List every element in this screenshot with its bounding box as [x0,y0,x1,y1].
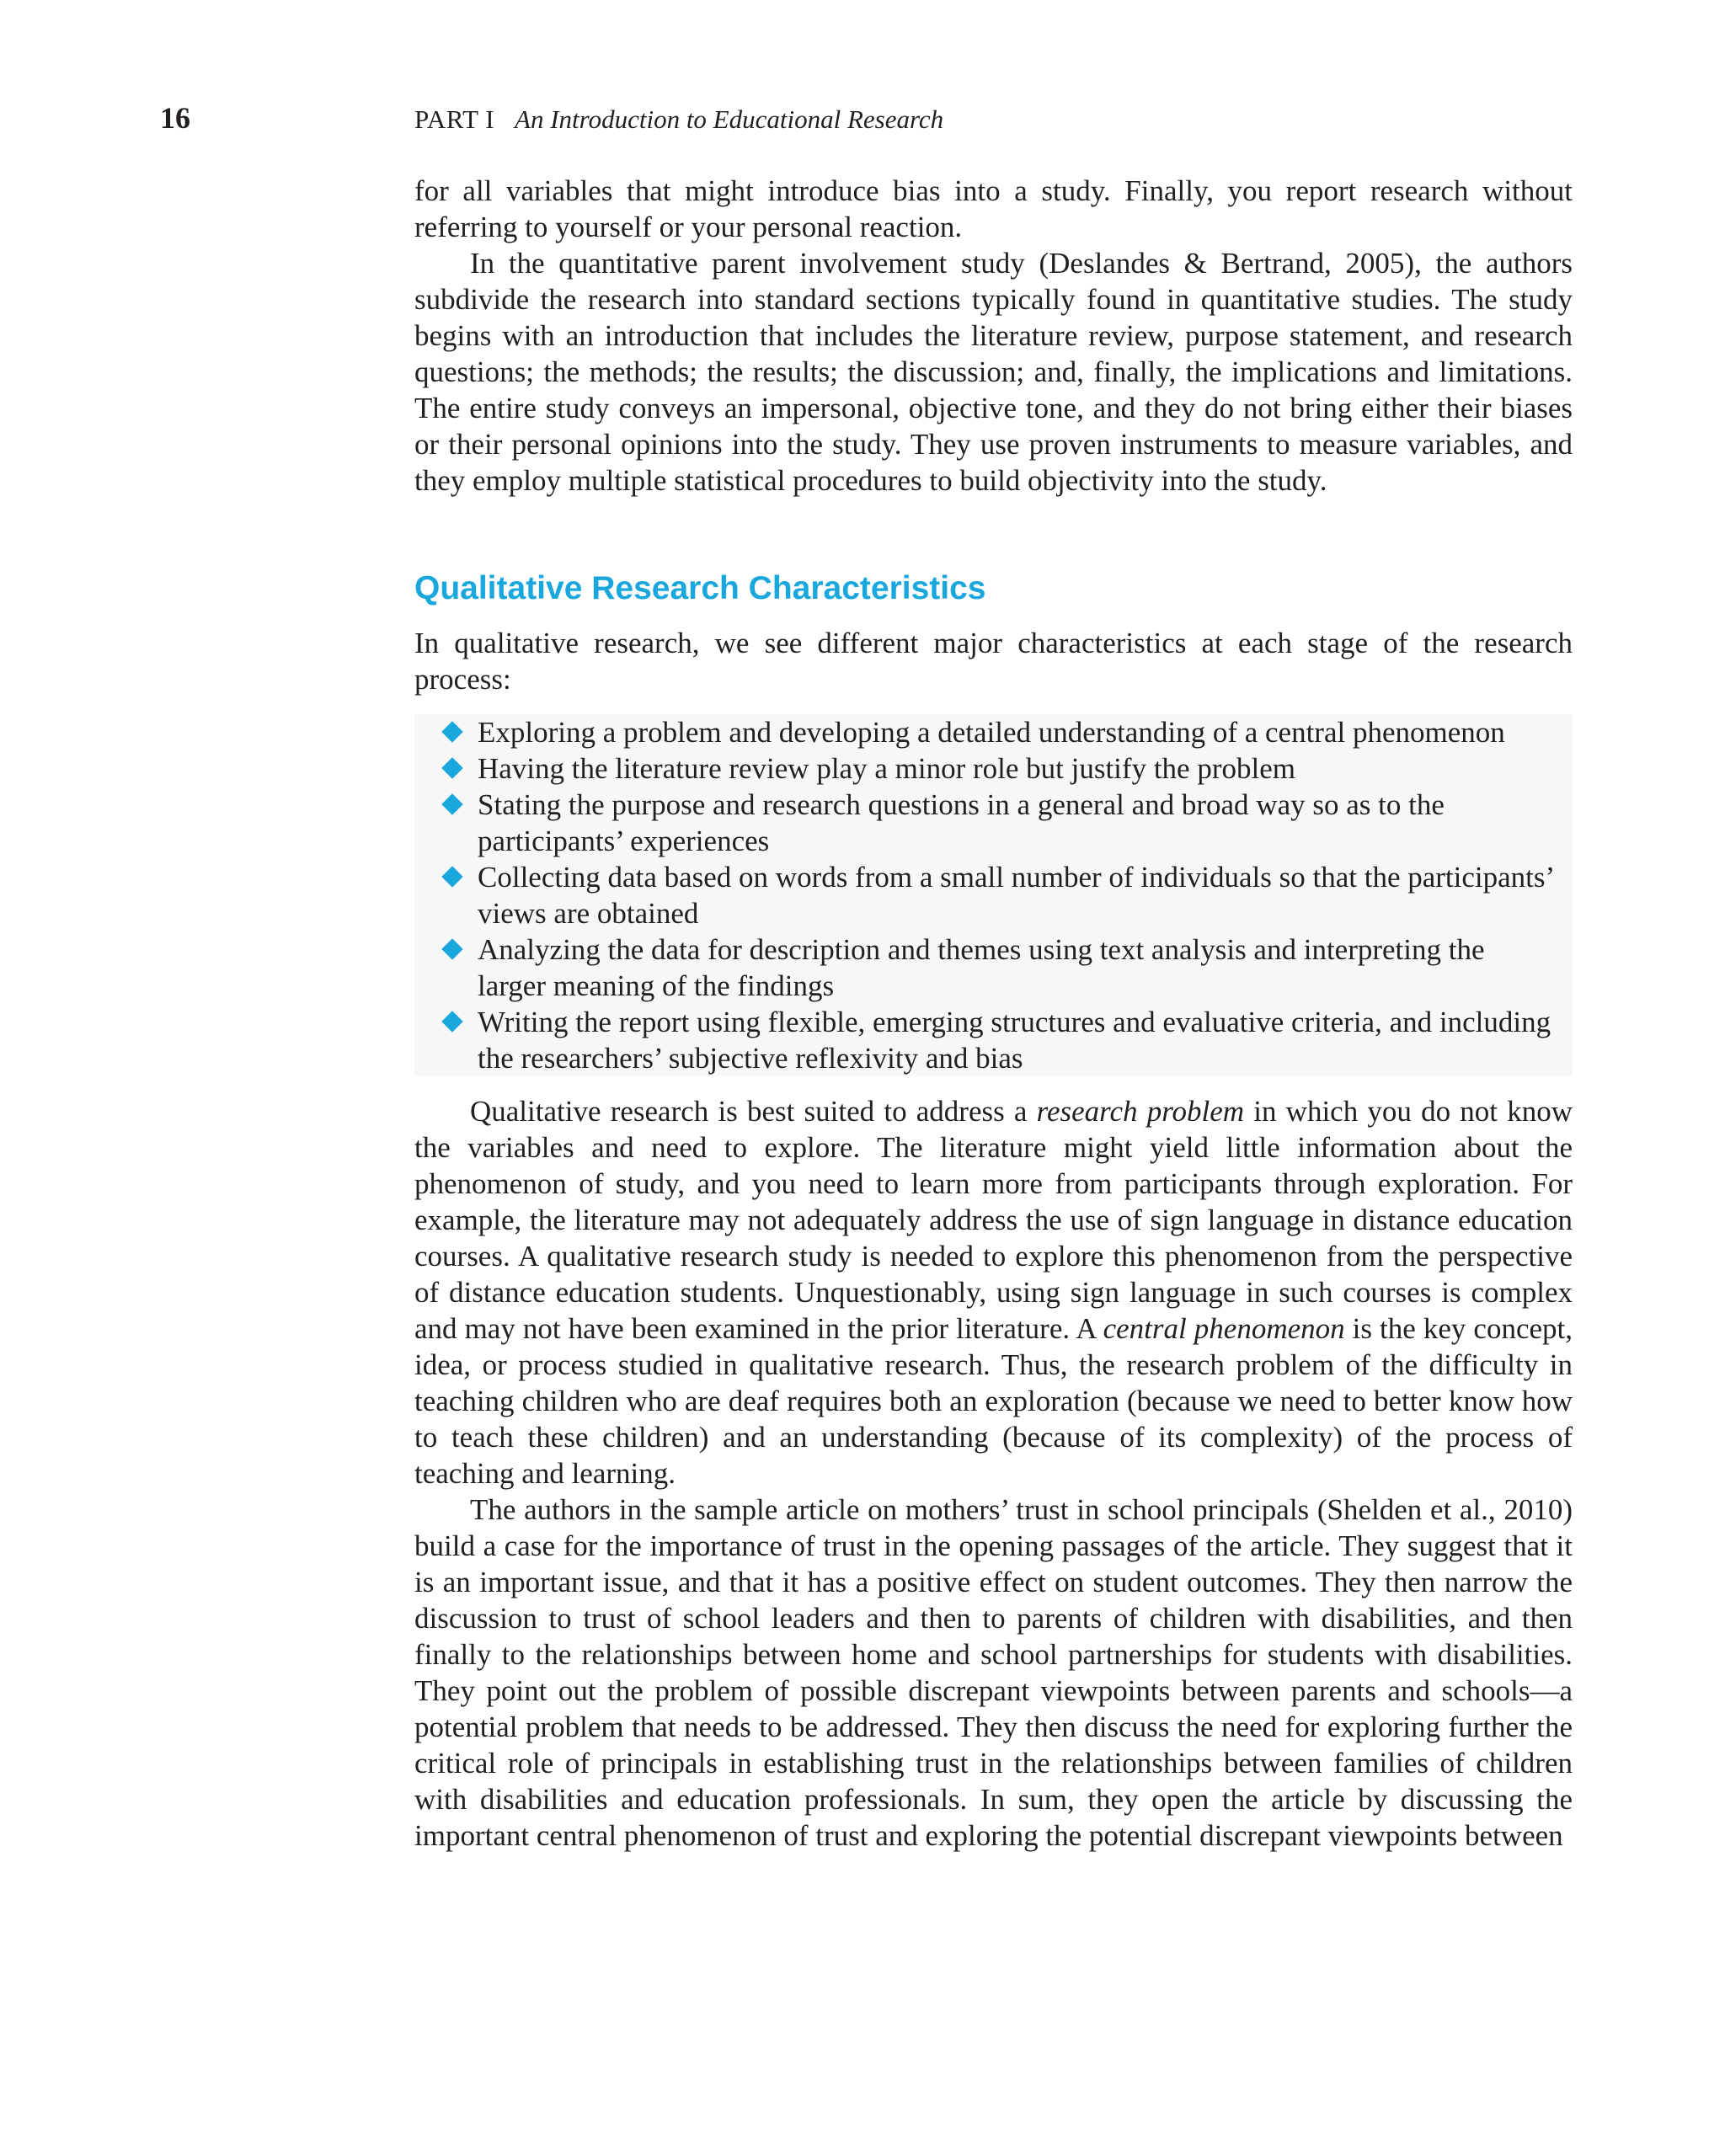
list-item-text: Stating the purpose and research questions in a general and broad way so as to the participants’ experiences [478,788,1445,857]
paragraph-research-problem [414,1093,1573,1492]
characteristics-list [414,714,1573,1076]
diamond-icon [441,938,462,959]
list-item [414,750,1573,787]
paragraph-text: Qualitative research is best suited to address a [470,1095,1037,1128]
text-column [414,173,1573,1854]
list-item-text: Exploring a problem and developing a detailed understanding of a central phenomenon [478,716,1505,749]
diamond-icon [441,757,462,778]
paragraph-continued: for all variables that might introduce bias into a study. Finally, you report research without referring to yourself or your personal reaction. [414,174,1573,243]
list-item [414,931,1573,1004]
list-item-text: Collecting data based on words from a small number of individuals so that the participants’ views are obtained [478,861,1553,930]
paragraph-quantitative-study: In the quantitative parent involvement study (Deslandes & Bertrand, 2005), the authors subdivide the research into standard sections typically found in quantitative studies. The study begins with an introduction that includes the literature review, purpose statement, and research questions; the methods; the results; the discussion; and, finally, the implications and limitations. The entire study conveys an impersonal, objective tone, and they do not bring either their biases or their personal opinions into the study. They use proven instruments to measure variables, and they employ multiple statistical procedures to build objectivity into the study. [414,247,1573,497]
part-label: PART I [414,104,495,134]
diamond-icon [441,866,462,887]
term-central-phenomenon: central phenomenon [1103,1312,1345,1345]
part-title: An Introduction to Educational Research [515,104,944,134]
diamond-icon [441,1011,462,1032]
paragraph-text: in which you do not know the variables and need to explore. The literature might yield little information about the phenomenon of study, and you need to learn more from participants through exploration. For example, the literature may not adequately address the use of sign language in distance education courses. A qualitative research study is needed to explore this phenomenon from the perspective of distance education students. Unquestionably, using sign language in such courses is complex and may not have been examined in the prior literature. A [414,1095,1573,1345]
list-item [414,787,1573,859]
list-item-text: Analyzing the data for description and themes using text analysis and interpreting the larger meaning of the findings [478,933,1485,1002]
list-item-text: Having the literature review play a minor role but justify the problem [478,752,1295,785]
section-lead-paragraph: In qualitative research, we see different major characteristics at each stage of the research process: [414,627,1573,696]
diamond-icon [441,721,462,742]
section-heading: Qualitative Research Characteristics [414,570,986,606]
page-number: 16 [160,101,190,135]
list-item [414,714,1573,750]
list-item [414,859,1573,931]
running-head [414,101,943,138]
paragraph-sample-article: The authors in the sample article on mothers’ trust in school principals (Shelden et al., 2010) build a case for the importance of trust in the opening passages of the article. They suggest that it is an important issue, and that it has a positive effect on student outcomes. They then narrow the discussion to trust of school leaders and then to parents of children with disabilities, and then finally to the relationships between home and school partnerships for students with disabilities. They point out the problem of possible discrepant viewpoints between parents and schools—a potential problem that needs to be addressed. They then discuss the need for exploring further the critical role of principals in establishing trust in the relationships between families of children with disabilities and education professionals. In sum, they open the article by discussing the important central phenomenon of trust and exploring the potential discrepant viewpoints between [414,1493,1573,1852]
diamond-icon [441,793,462,814]
paragraph-text: is the key concept, idea, or process studied in qualitative research. Thus, the research problem of the difficulty in teaching children who are deaf requires both an exploration (because we need to better know how to teach these children) and an understanding (because of its complexity) of the process of teaching and learning. [414,1312,1573,1490]
list-item-text: Writing the report using flexible, emerging structures and evaluative criteria, and including the researchers’ subjective reflexivity and bias [478,1006,1551,1075]
list-item [414,1004,1573,1076]
term-research-problem: research problem [1036,1095,1245,1128]
